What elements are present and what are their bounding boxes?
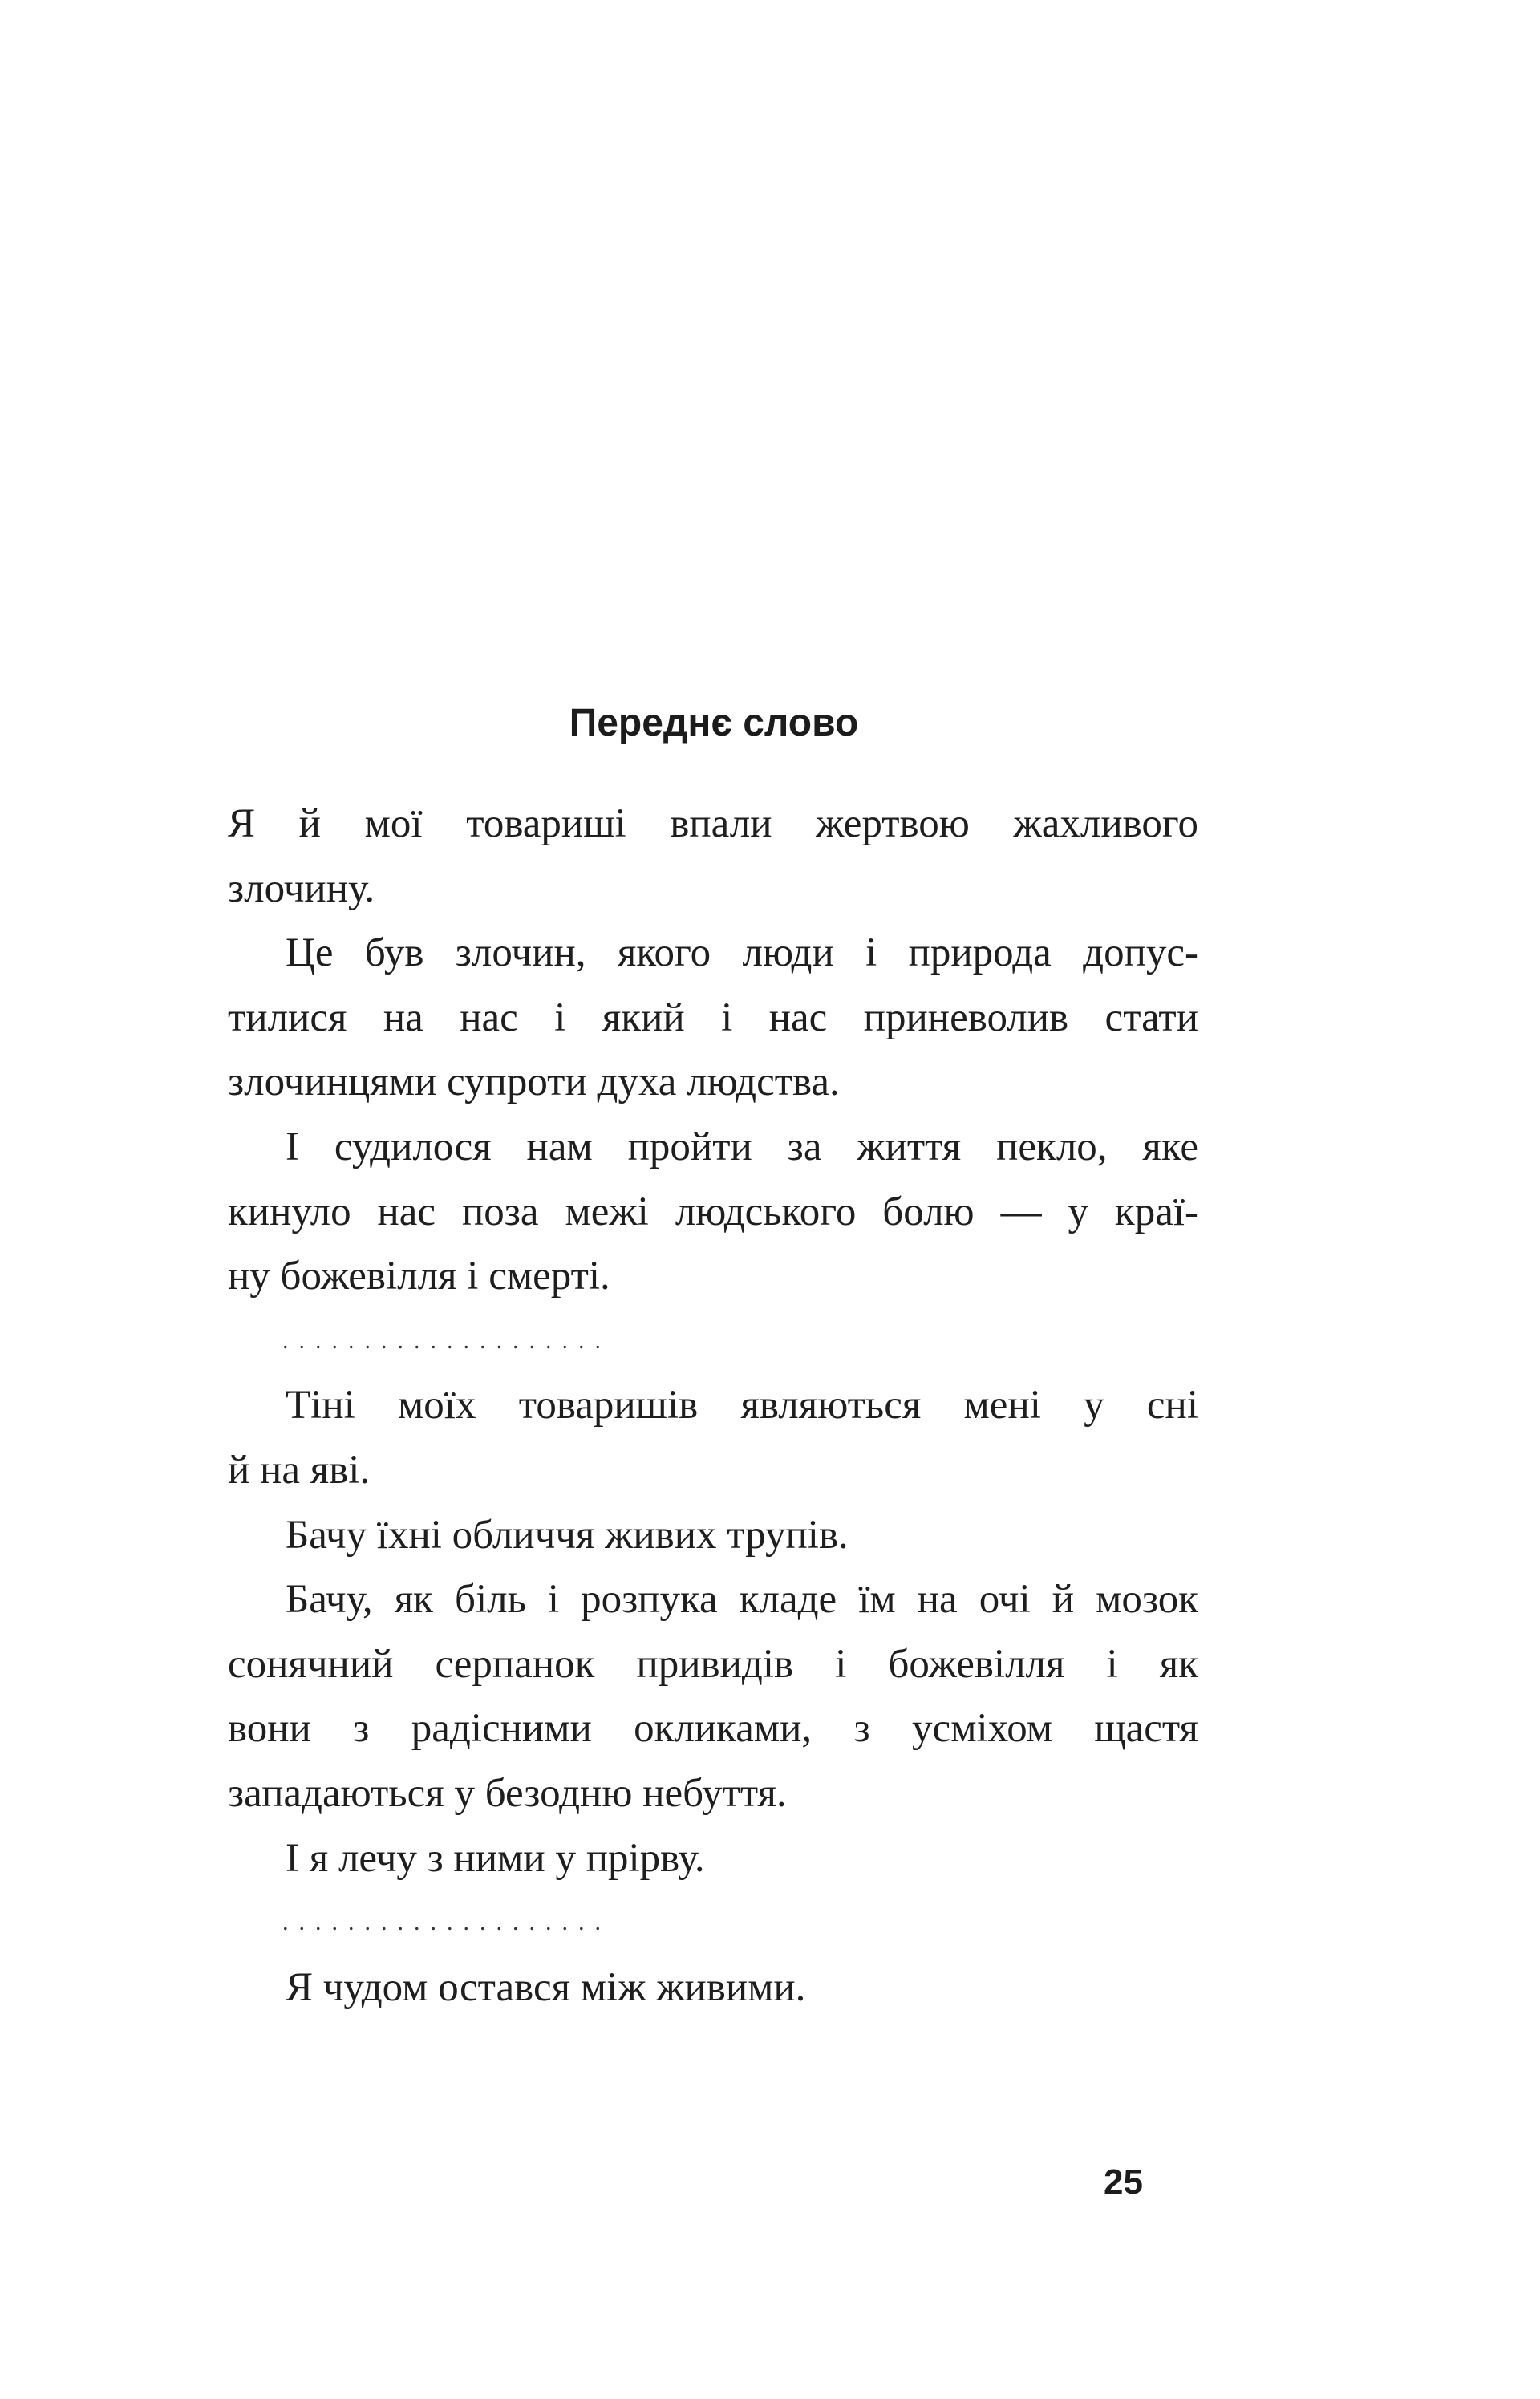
text-line: тилися на нас і який і нас приневолив стати xyxy=(228,995,1198,1040)
text-line: І я лечу з ними у прірву. xyxy=(286,1835,705,1881)
text-line: сонячний серпанок привидів і божевілля і як xyxy=(228,1641,1198,1687)
text-line: Тіні моїх товаришів являються мені у сні xyxy=(286,1383,1198,1428)
text-line: злочинцями супроти духа людства. xyxy=(228,1060,840,1105)
chapter-title: Переднє слово xyxy=(569,702,859,744)
text-line: западаються у безодню небуття. xyxy=(228,1770,787,1816)
section-separator: .................... xyxy=(282,1327,611,1354)
text-line: Це був злочин, якого люди і природа допус- xyxy=(286,930,1198,976)
text-line: кинуло нас поза межі людського болю — у краї- xyxy=(228,1189,1198,1234)
page-number: 25 xyxy=(1104,2162,1143,2202)
text-line: Я й мої товариші впали жертвою жахливого xyxy=(228,801,1198,846)
text-line: й на яві. xyxy=(228,1447,371,1493)
section-separator: .................... xyxy=(282,1909,611,1936)
text-line: ну божевілля і смерті. xyxy=(228,1254,610,1299)
text-line: Бачу, як біль і розпука кладе їм на очі й мозок xyxy=(286,1577,1198,1623)
text-line: вони з радісними окликами, з усміхом щастя xyxy=(228,1706,1198,1752)
text-line: Бачу їхні обличчя живих трупів. xyxy=(286,1512,849,1558)
page-body xyxy=(228,792,1198,2020)
text-line: злочину. xyxy=(228,865,375,911)
text-line: І судилося нам пройти за життя пекло, яке xyxy=(286,1124,1198,1169)
text-line: Я чудом остався між живими. xyxy=(286,1964,806,2010)
